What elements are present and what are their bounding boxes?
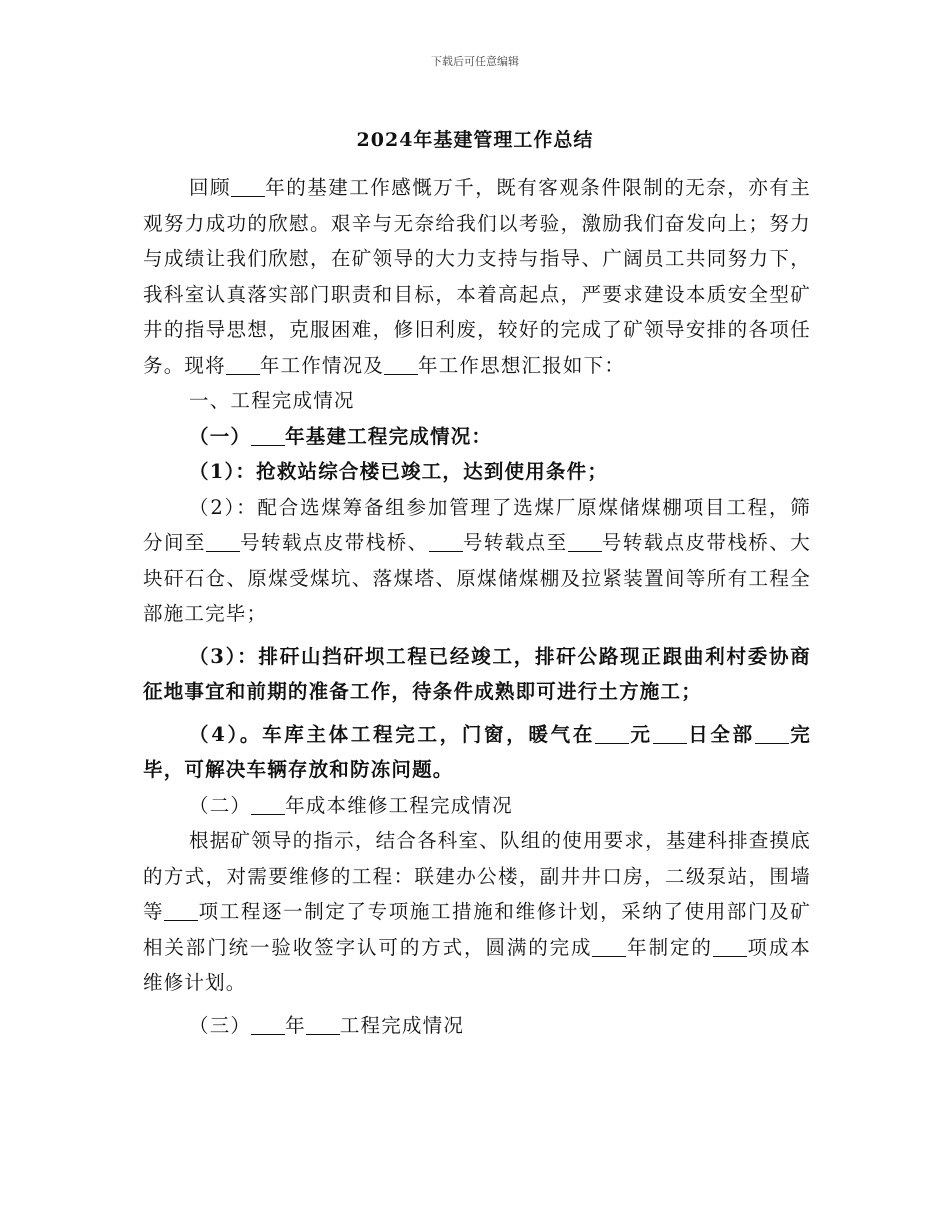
paragraph [143,454,811,490]
paragraph-text: 项成本维修计划。 [143,935,812,994]
fill-in-blank [251,425,285,446]
fill-in-blank [206,532,240,553]
paragraph-text: 号转载点皮带栈桥、大块矸石仓、原煤受煤坑、落煤塔、原煤储煤棚及拉紧装置间等所有工程全部施工完毕； [143,531,811,625]
paragraph-text: 号转载点至 [462,531,568,554]
fill-in-blank [595,723,629,744]
paragraph-text: 年成本维修工程完成情况 [285,793,513,817]
fill-in-blank [755,723,789,744]
fill-in-blank [568,532,602,553]
paragraph-text: 年工作思想汇报如下： [418,353,626,377]
paragraph-text: （2）：配合选煤筹备组参加管理了选煤厂原煤储煤棚项目工程，筛分间至 [143,495,811,554]
paragraph-text: 年工作情况及 [259,353,385,377]
fill-in-blank [231,177,265,198]
page-title: 2024年基建管理工作总结 [356,129,594,151]
paragraph-text: 号转载点皮带栈桥、 [239,531,429,554]
paragraph [143,1008,811,1044]
paragraph-text: 一、工程完成情况 [189,389,355,412]
fill-in-blank [251,794,285,815]
paragraph-text: 根据矿领导的指示，结合各科室、队组的使用要求，基建科排查摸底的方式，对需要维修的工程：联建办公楼，副井井口房，二级泵站，围墙等 [143,829,811,923]
paragraph-text: 年基建工程完成情况： [285,424,493,448]
fill-in-blank [592,936,626,957]
paragraph-text: 年制定的 [626,935,713,959]
paragraph [143,383,811,419]
paragraph [143,788,811,824]
paragraph [143,419,811,455]
header-note: 下载后可任意编辑 [431,55,519,68]
paragraph-text: （一） [189,424,252,448]
fill-in-blank [226,354,260,375]
paragraph-text: （4）。车库主体工程完工，门窗，暖气在 [189,722,596,746]
paragraph-text: 年 [285,1013,306,1037]
fill-in-blank [713,936,747,957]
paragraph [143,823,811,1001]
fill-in-blank [251,1014,285,1035]
paragraph-text: 完毕，可解决车辆存放和防冻问题。 [143,722,812,781]
paragraph [143,639,811,710]
paragraph-text: （二） [189,793,252,817]
fill-in-blank [429,532,463,553]
paragraph-text: （三） [189,1013,252,1037]
paragraph [143,717,811,788]
paragraph [143,170,811,383]
fill-in-blank [164,901,198,922]
fill-in-blank [306,1014,340,1035]
fill-in-blank [384,354,418,375]
paragraph-text: 工程完成情况 [339,1013,465,1037]
paragraph [143,490,811,632]
paragraph-text: 日全部 [686,722,755,746]
paragraph-text: 项工程逐一制定了专项施工措施和维修计划，采纳了使用部门及矿相关部门统一验收签字认可的方式，圆满的完成 [143,900,811,959]
fill-in-blank [653,723,687,744]
paragraph-text: 元 [629,722,653,746]
paragraph-text: （1）：抢救站综合楼已竣工，达到使用条件； [189,460,609,483]
paragraph-text: 年的基建工作感慨万千，既有客观条件限制的无奈，亦有主观努力成功的欣慰。艰辛与无奈给我们以考验，激励我们奋发向上；努力与成绩让我们欣慰，在矿领导的大力支持与指导、广阔员工共同努力下，我科室认真落实部门职责和目标，本着高起点，严要求建设本质安全型矿井的指导思想，克服困难，修旧利废，较好的完成了矿领导安排的各项任务。现将 [143,176,811,377]
paragraph-text: （3）：排矸山挡矸坝工程已经竣工，排矸公路现正跟曲利村委协商征地事宜和前期的准备工作，待条件成熟即可进行土方施工； [143,644,811,703]
paragraph-text: 回顾 [189,176,231,199]
document-body [143,170,811,1043]
